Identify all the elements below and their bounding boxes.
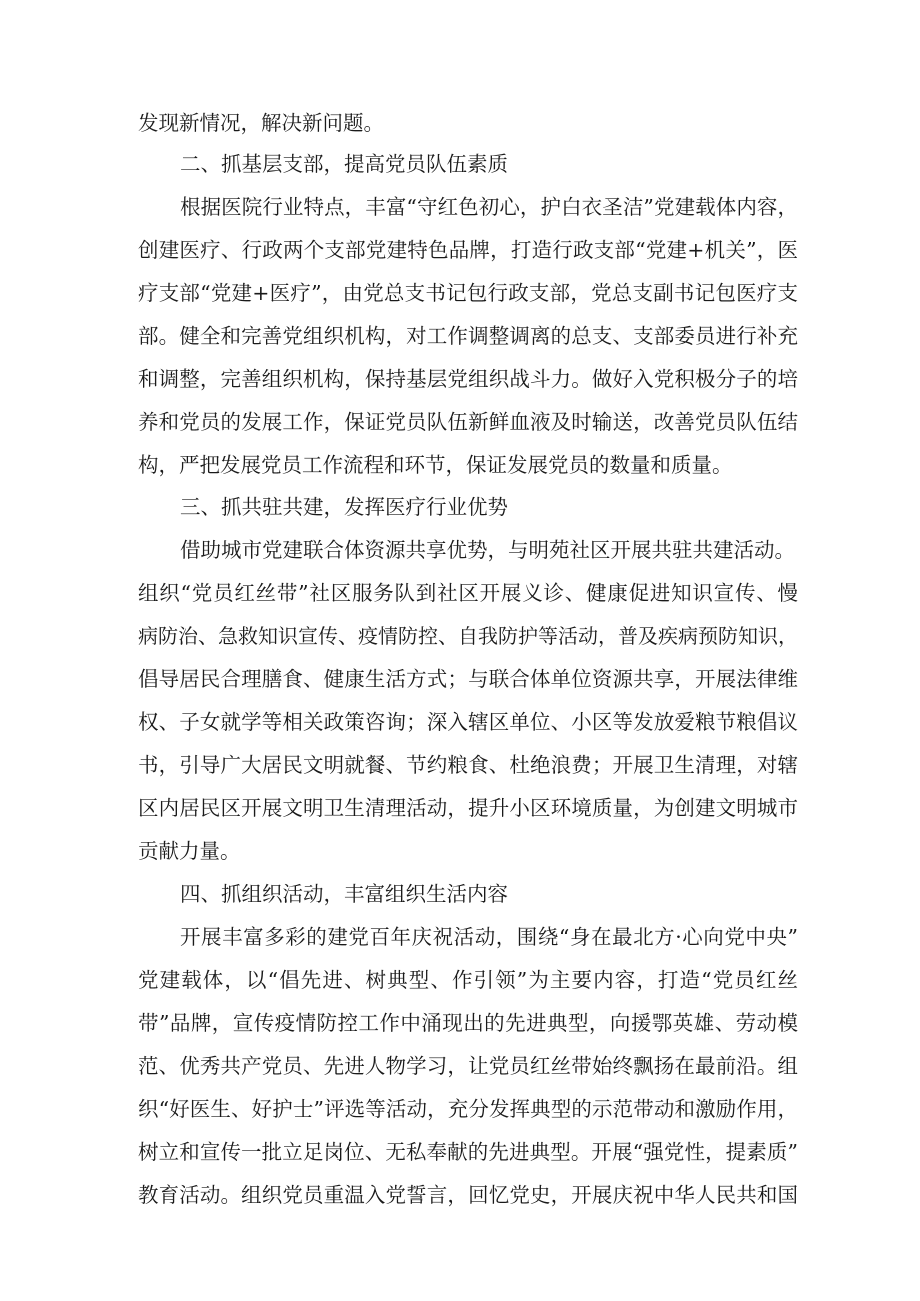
paragraph-line: 书，引导广大居民文明就餐、节约粮食、杜绝浪费；开展卫生清理，对辖 <box>138 753 798 777</box>
paragraph-line: 贡献力量。 <box>138 839 241 863</box>
text-line: 发现新情况，解决新问题。 <box>138 111 384 135</box>
paragraph-line: 织“好医生、好护士”评选等活动，充分发挥典型的示范带动和激励作用， <box>138 1097 798 1121</box>
section-heading-3: 三、抓共驻共建，发挥医疗行业优势 <box>180 495 508 519</box>
section-heading-2: 二、抓基层支部，提高党员队伍素质 <box>180 152 508 176</box>
paragraph-line: 组织“党员红丝带”社区服务队到社区开展义诊、健康促进知识宣传、慢 <box>138 581 798 605</box>
paragraph-line: 带”品牌，宣传疫情防控工作中涌现出的先进典型，向援鄂英雄、劳动模 <box>138 1011 798 1035</box>
paragraph-line: 教育活动。组织党员重温入党誓言，回忆党史，开展庆祝中华人民共和国 <box>138 1183 798 1207</box>
paragraph-line: 创建医疗、行政两个支部党建特色品牌，打造行政支部“党建+机关”，医 <box>138 238 798 262</box>
paragraph-line: 和调整，完善组织机构，保持基层党组织战斗力。做好入党积极分子的培 <box>138 367 798 391</box>
paragraph-line: 养和党员的发展工作，保证党员队伍新鲜血液及时输送，改善党员队伍结 <box>138 410 798 434</box>
paragraph-line: 党建载体，以“倡先进、树典型、作引领”为主要内容，打造“党员红丝 <box>138 968 798 992</box>
paragraph-line: 权、子女就学等相关政策咨询；深入辖区单位、小区等发放爱粮节粮倡议 <box>138 710 798 734</box>
paragraph-line: 树立和宣传一批立足岗位、无私奉献的先进典型。开展“强党性，提素质” <box>138 1140 798 1164</box>
paragraph-line: 倡导居民合理膳食、健康生活方式；与联合体单位资源共享，开展法律维 <box>138 667 798 691</box>
paragraph-line: 范、优秀共产党员、先进人物学习，让党员红丝带始终飘扬在最前沿。组 <box>138 1054 798 1078</box>
paragraph-line: 部。健全和完善党组织机构，对工作调整调离的总支、支部委员进行补充 <box>138 324 798 348</box>
paragraph-line: 借助城市党建联合体资源共享优势，与明苑社区开展共驻共建活动。 <box>180 538 795 562</box>
paragraph-line: 构，严把发展党员工作流程和环节，保证发展党员的数量和质量。 <box>138 453 733 477</box>
paragraph-line: 疗支部“党建+医疗”，由党总支书记包行政支部，党总支副书记包医疗支 <box>138 281 798 305</box>
paragraph-line: 开展丰富多彩的建党百年庆祝活动，围绕“身在最北方·心向党中央” <box>180 925 798 949</box>
paragraph-line: 根据医院行业特点，丰富“守红色初心，护白衣圣洁”党建载体内容， <box>180 195 798 219</box>
paragraph-line: 病防治、急救知识宣传、疫情防控、自我防护等活动，普及疾病预防知识， <box>138 624 798 648</box>
section-heading-4: 四、抓组织活动，丰富组织生活内容 <box>180 882 508 906</box>
paragraph-line: 区内居民区开展文明卫生清理活动，提升小区环境质量，为创建文明城市 <box>138 796 798 820</box>
